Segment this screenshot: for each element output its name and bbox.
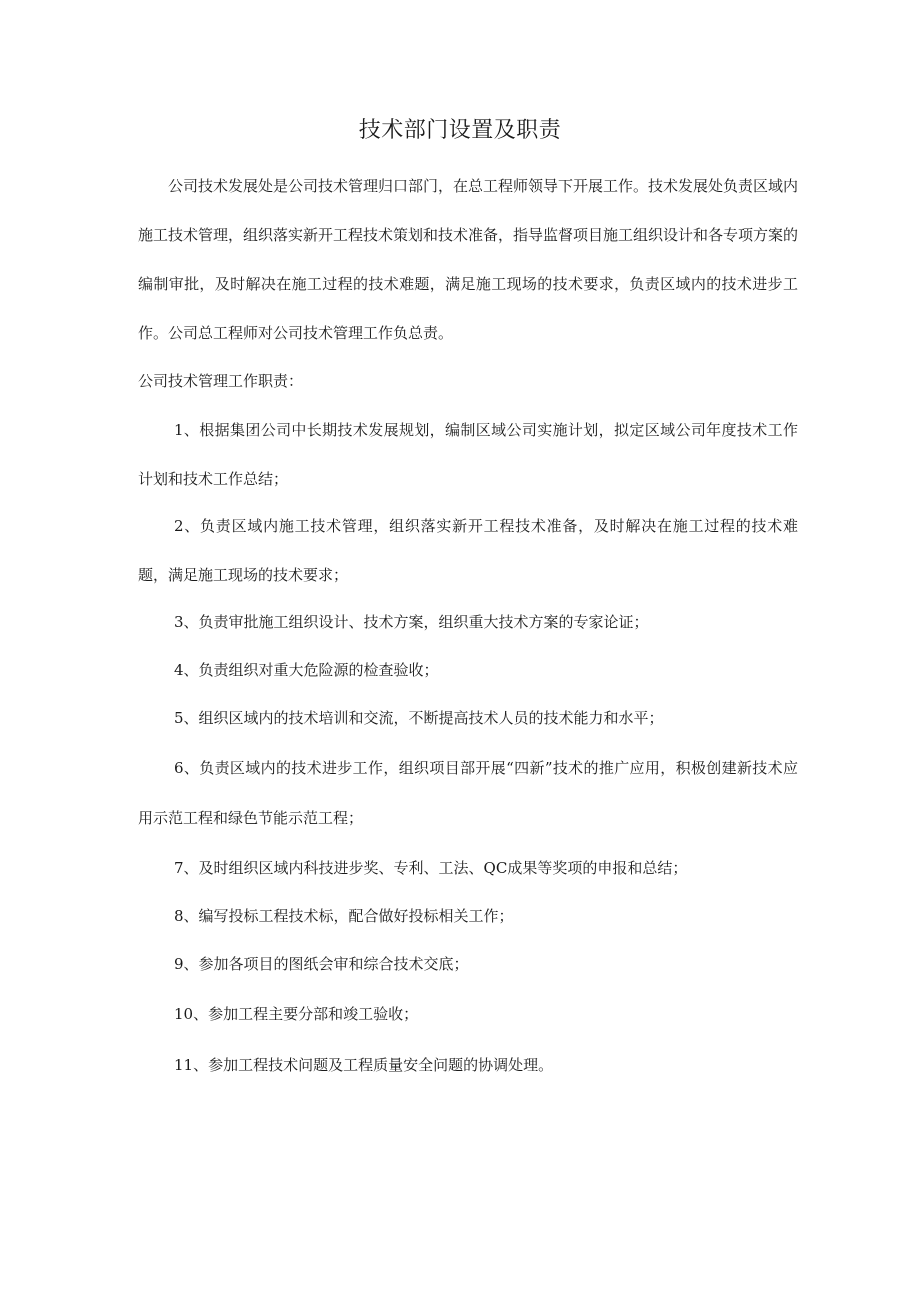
duty-item-11: 11、参加工程技术问题及工程质量安全问题的协调处理。 (174, 1056, 554, 1074)
intro-paragraph: 公司技术发展处是公司技术管理归口部门，在总工程师领导下开展工作。技术发展处负责区域内施工技术管理，组织落实新开工程技术策划和技术准备，指导监督项目施工组织设计和各专项方案的编制审批，及时解决在施工过程的技术难题，满足施工现场的技术要求，负责区域内的技术进步工作。公司总工程师对公司技术管理工作负总责。 (138, 177, 799, 342)
duty-item-8: 8、编写投标工程技术标，配合做好投标相关工作； (174, 907, 514, 925)
duties-heading: 公司技术管理工作职责： (138, 372, 304, 390)
duty-item-6: 6、负责区域内的技术进步工作，组织项目部开展“四新”技术的推广应用，积极创建新技术应用示范工程和绿色节能示范工程； (138, 759, 798, 827)
duty-item-9: 9、参加各项目的图纸会审和综合技术交底； (174, 955, 469, 973)
duty-item-2: 2、负责区域内施工技术管理，组织落实新开工程技术准备，及时解决在施工过程的技术难题，满足施工现场的技术要求； (138, 517, 798, 584)
duty-item-5: 5、组织区域内的技术培训和交流，不断提高技术人员的技术能力和水平； (174, 709, 664, 727)
duty-item-3: 3、负责审批施工组织设计、技术方案，组织重大技术方案的专家论证； (174, 613, 649, 631)
document-title: 技术部门设置及职责 (358, 118, 562, 143)
duty-item-7: 7、及时组织区域内科技进步奖、专利、工法、QC成果等奖项的申报和总结； (174, 859, 688, 877)
duty-item-1: 1、根据集团公司中长期技术发展规划，编制区域公司实施计划，拟定区域公司年度技术工作计划和技术工作总结； (138, 421, 798, 488)
duty-item-10: 10、参加工程主要分部和竣工验收； (174, 1005, 419, 1023)
duty-item-4: 4、负责组织对重大危险源的检查验收； (174, 661, 439, 679)
